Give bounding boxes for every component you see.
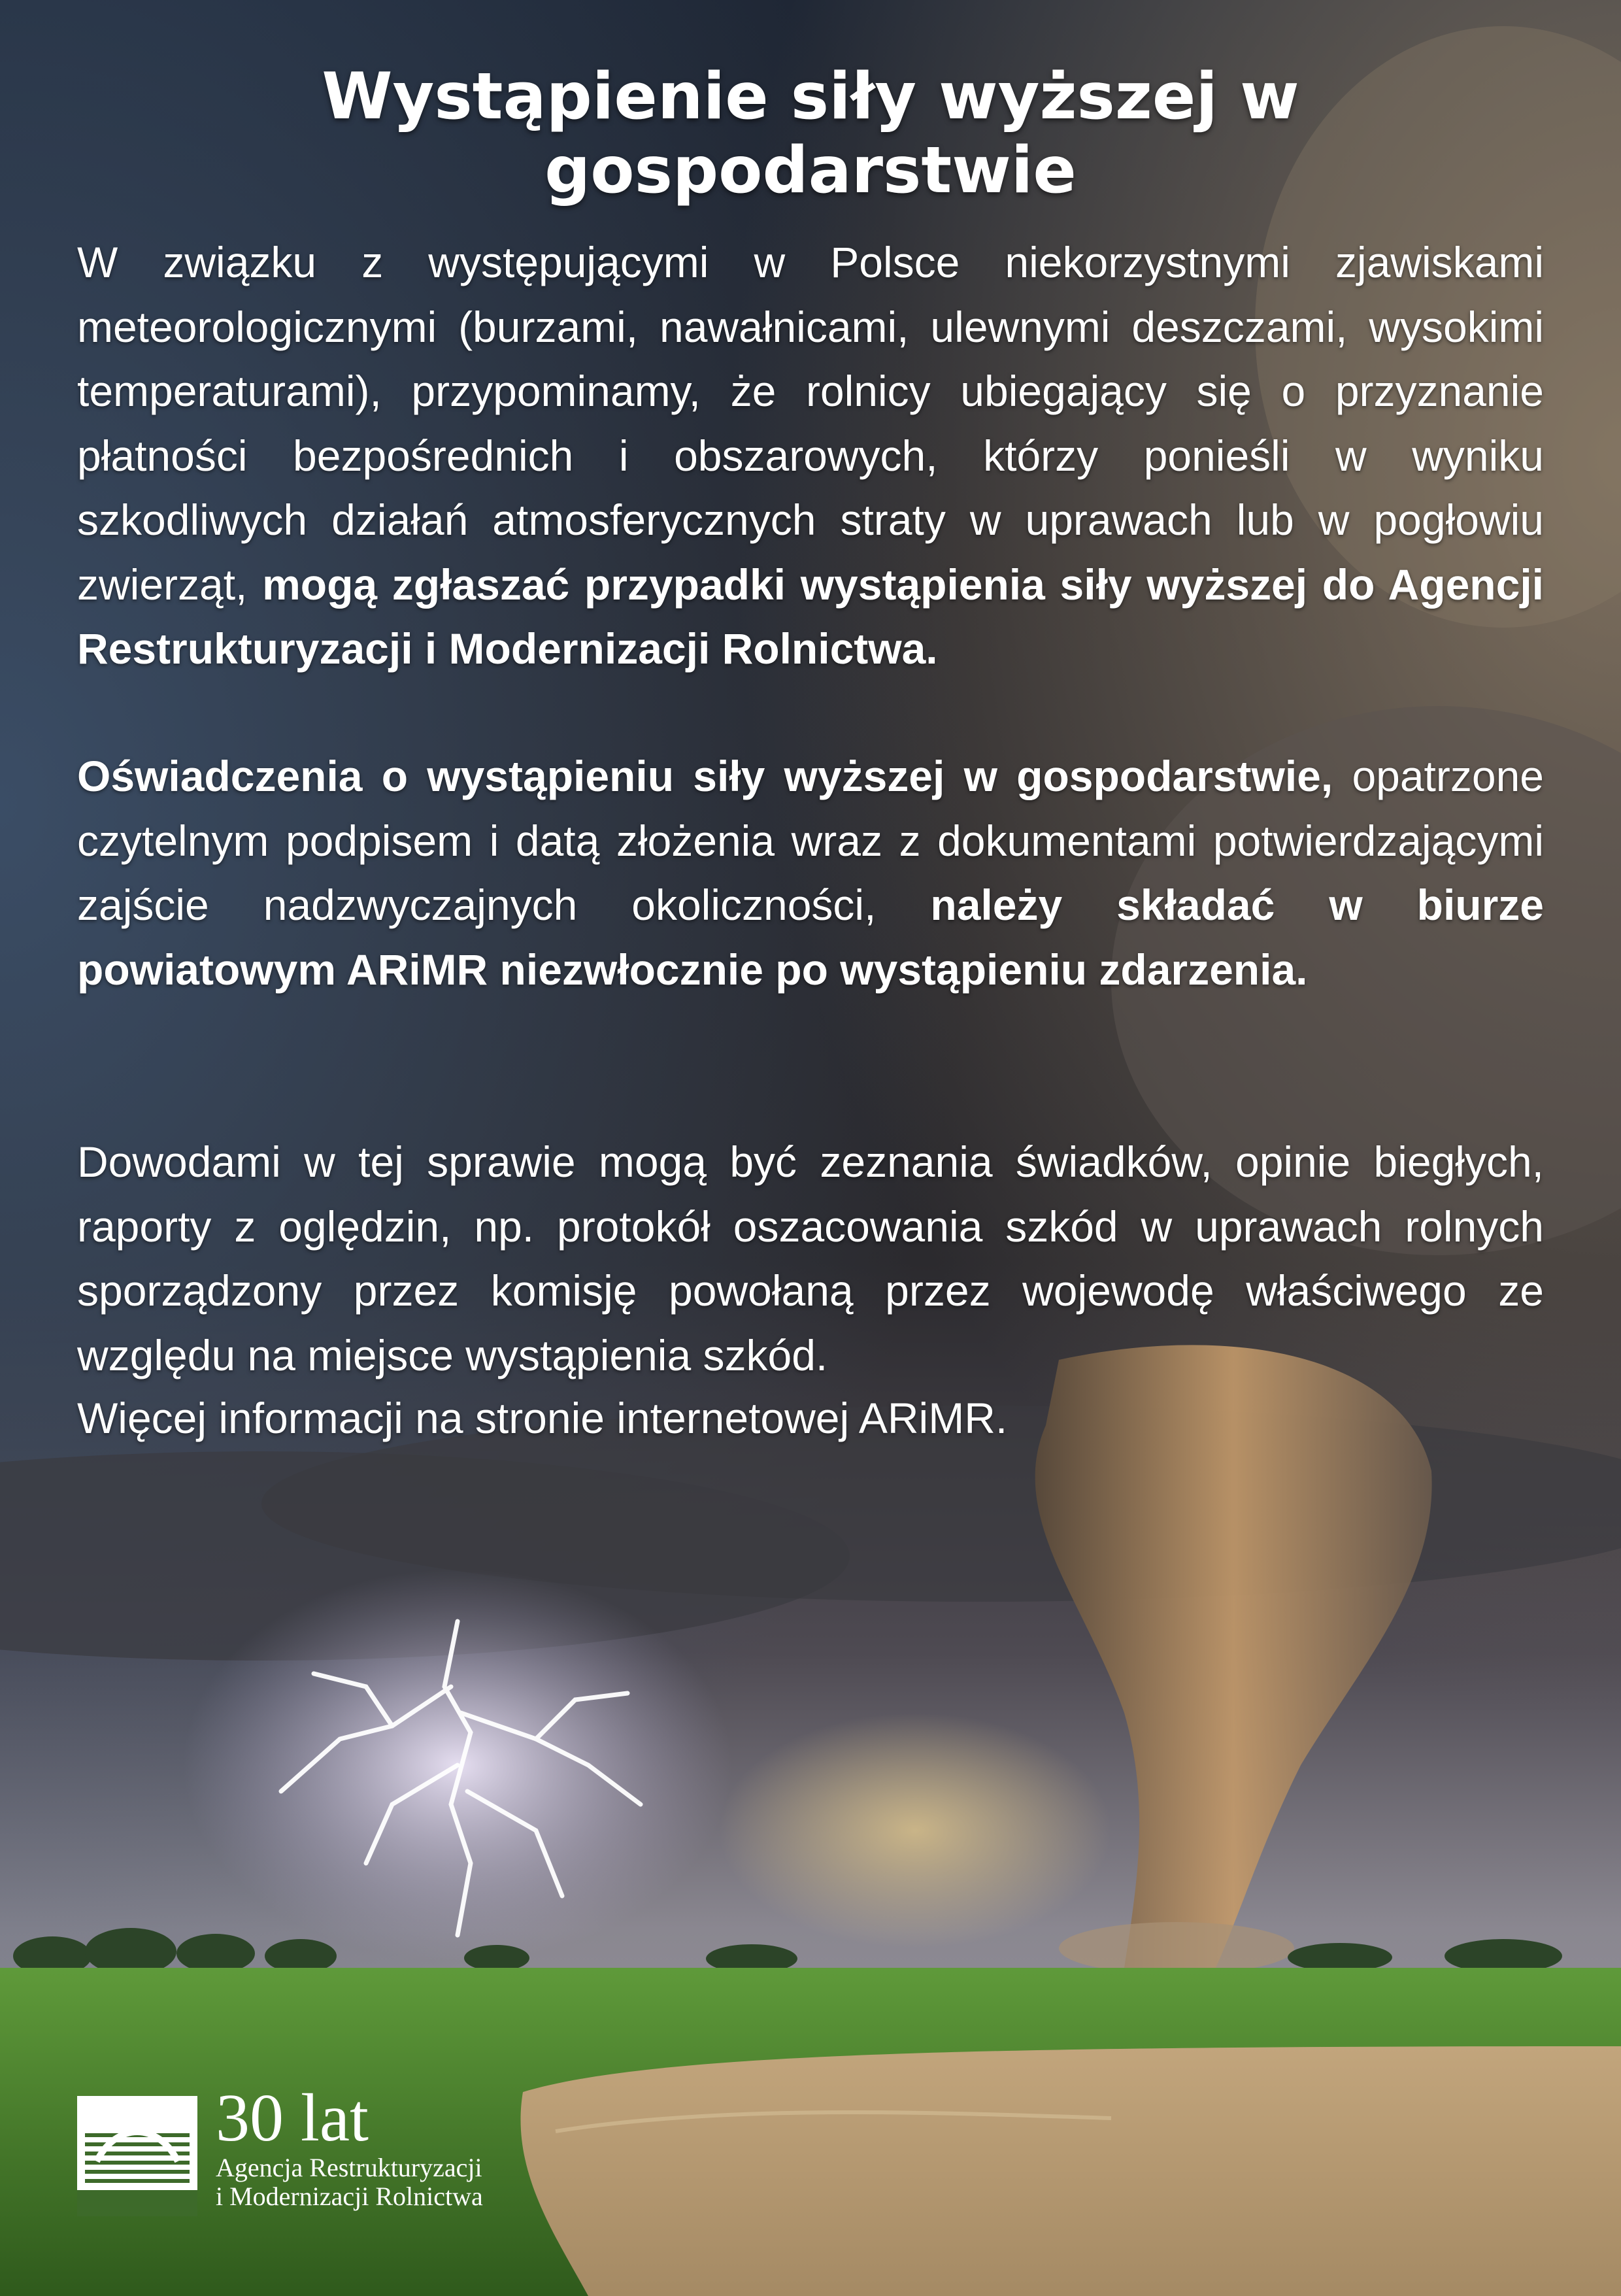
paragraph-more-info-text: Więcej informacji na stronie internetowej ARiMR. <box>77 1394 1008 1442</box>
paragraph-more-info <box>77 1386 1544 1451</box>
paragraph-evidence-text: Dowodami w tej sprawie mogą być zeznania świadków, opinie biegłych, raporty z oględzin, np. protokół oszacowania szkód w uprawach rolnych sporządzony przez komisję powołaną przez wojewodę właściwego ze względu na miejsce wystąpienia szkód. <box>77 1138 1544 1379</box>
paragraph-intro-text: W związku z występującymi w Polsce niekorzystnymi zjawiskami meteorologicznymi (burzami, nawałnicami, ulewnymi deszczami, wysokimi temperaturami), przypominamy, że rolnicy ubiegający się o przyznanie płatności bezpośrednich i obszarowych, którzy ponieśli w wyniku szkodliwych działań atmosferycznych straty w uprawach lub w pogłowiu zwierząt, <box>77 238 1544 609</box>
arimr-logo-icon <box>77 2096 197 2216</box>
paragraph-declarations <box>77 744 1544 1002</box>
logo-agency-line2: i Modernizacji Rolnictwa <box>216 2182 483 2211</box>
paragraph-declarations-text: opatrzone czytelnym podpisem i datą złożenia wraz z dokumentami potwierdzającymi zajście nadzwyczajnych okoliczności, <box>77 752 1544 929</box>
paragraph-evidence <box>77 1130 1544 1387</box>
paragraph-intro-bold: mogą zgłaszać przypadki wystąpienia siły wyższej do Agencji Restrukturyzacji i Modernizacji Rolnictwa. <box>77 560 1544 673</box>
poster-title: Wystąpienie siły wyższej w gospodarstwie <box>322 59 1299 208</box>
arimr-anniversary-logo <box>77 2080 548 2221</box>
logo-years: 30 lat <box>216 2080 369 2155</box>
paragraph-intro <box>77 230 1544 681</box>
logo-agency-line1: Agencja Restrukturyzacji <box>216 2153 482 2182</box>
paragraph-declarations-bold-end: należy składać w biurze powiatowym ARiMR niezwłocznie po wystąpieniu zdarzenia. <box>77 881 1544 994</box>
paragraph-declarations-bold-start: Oświadczenia o wystąpieniu siły wyższej w gospodarstwie, <box>77 752 1333 800</box>
